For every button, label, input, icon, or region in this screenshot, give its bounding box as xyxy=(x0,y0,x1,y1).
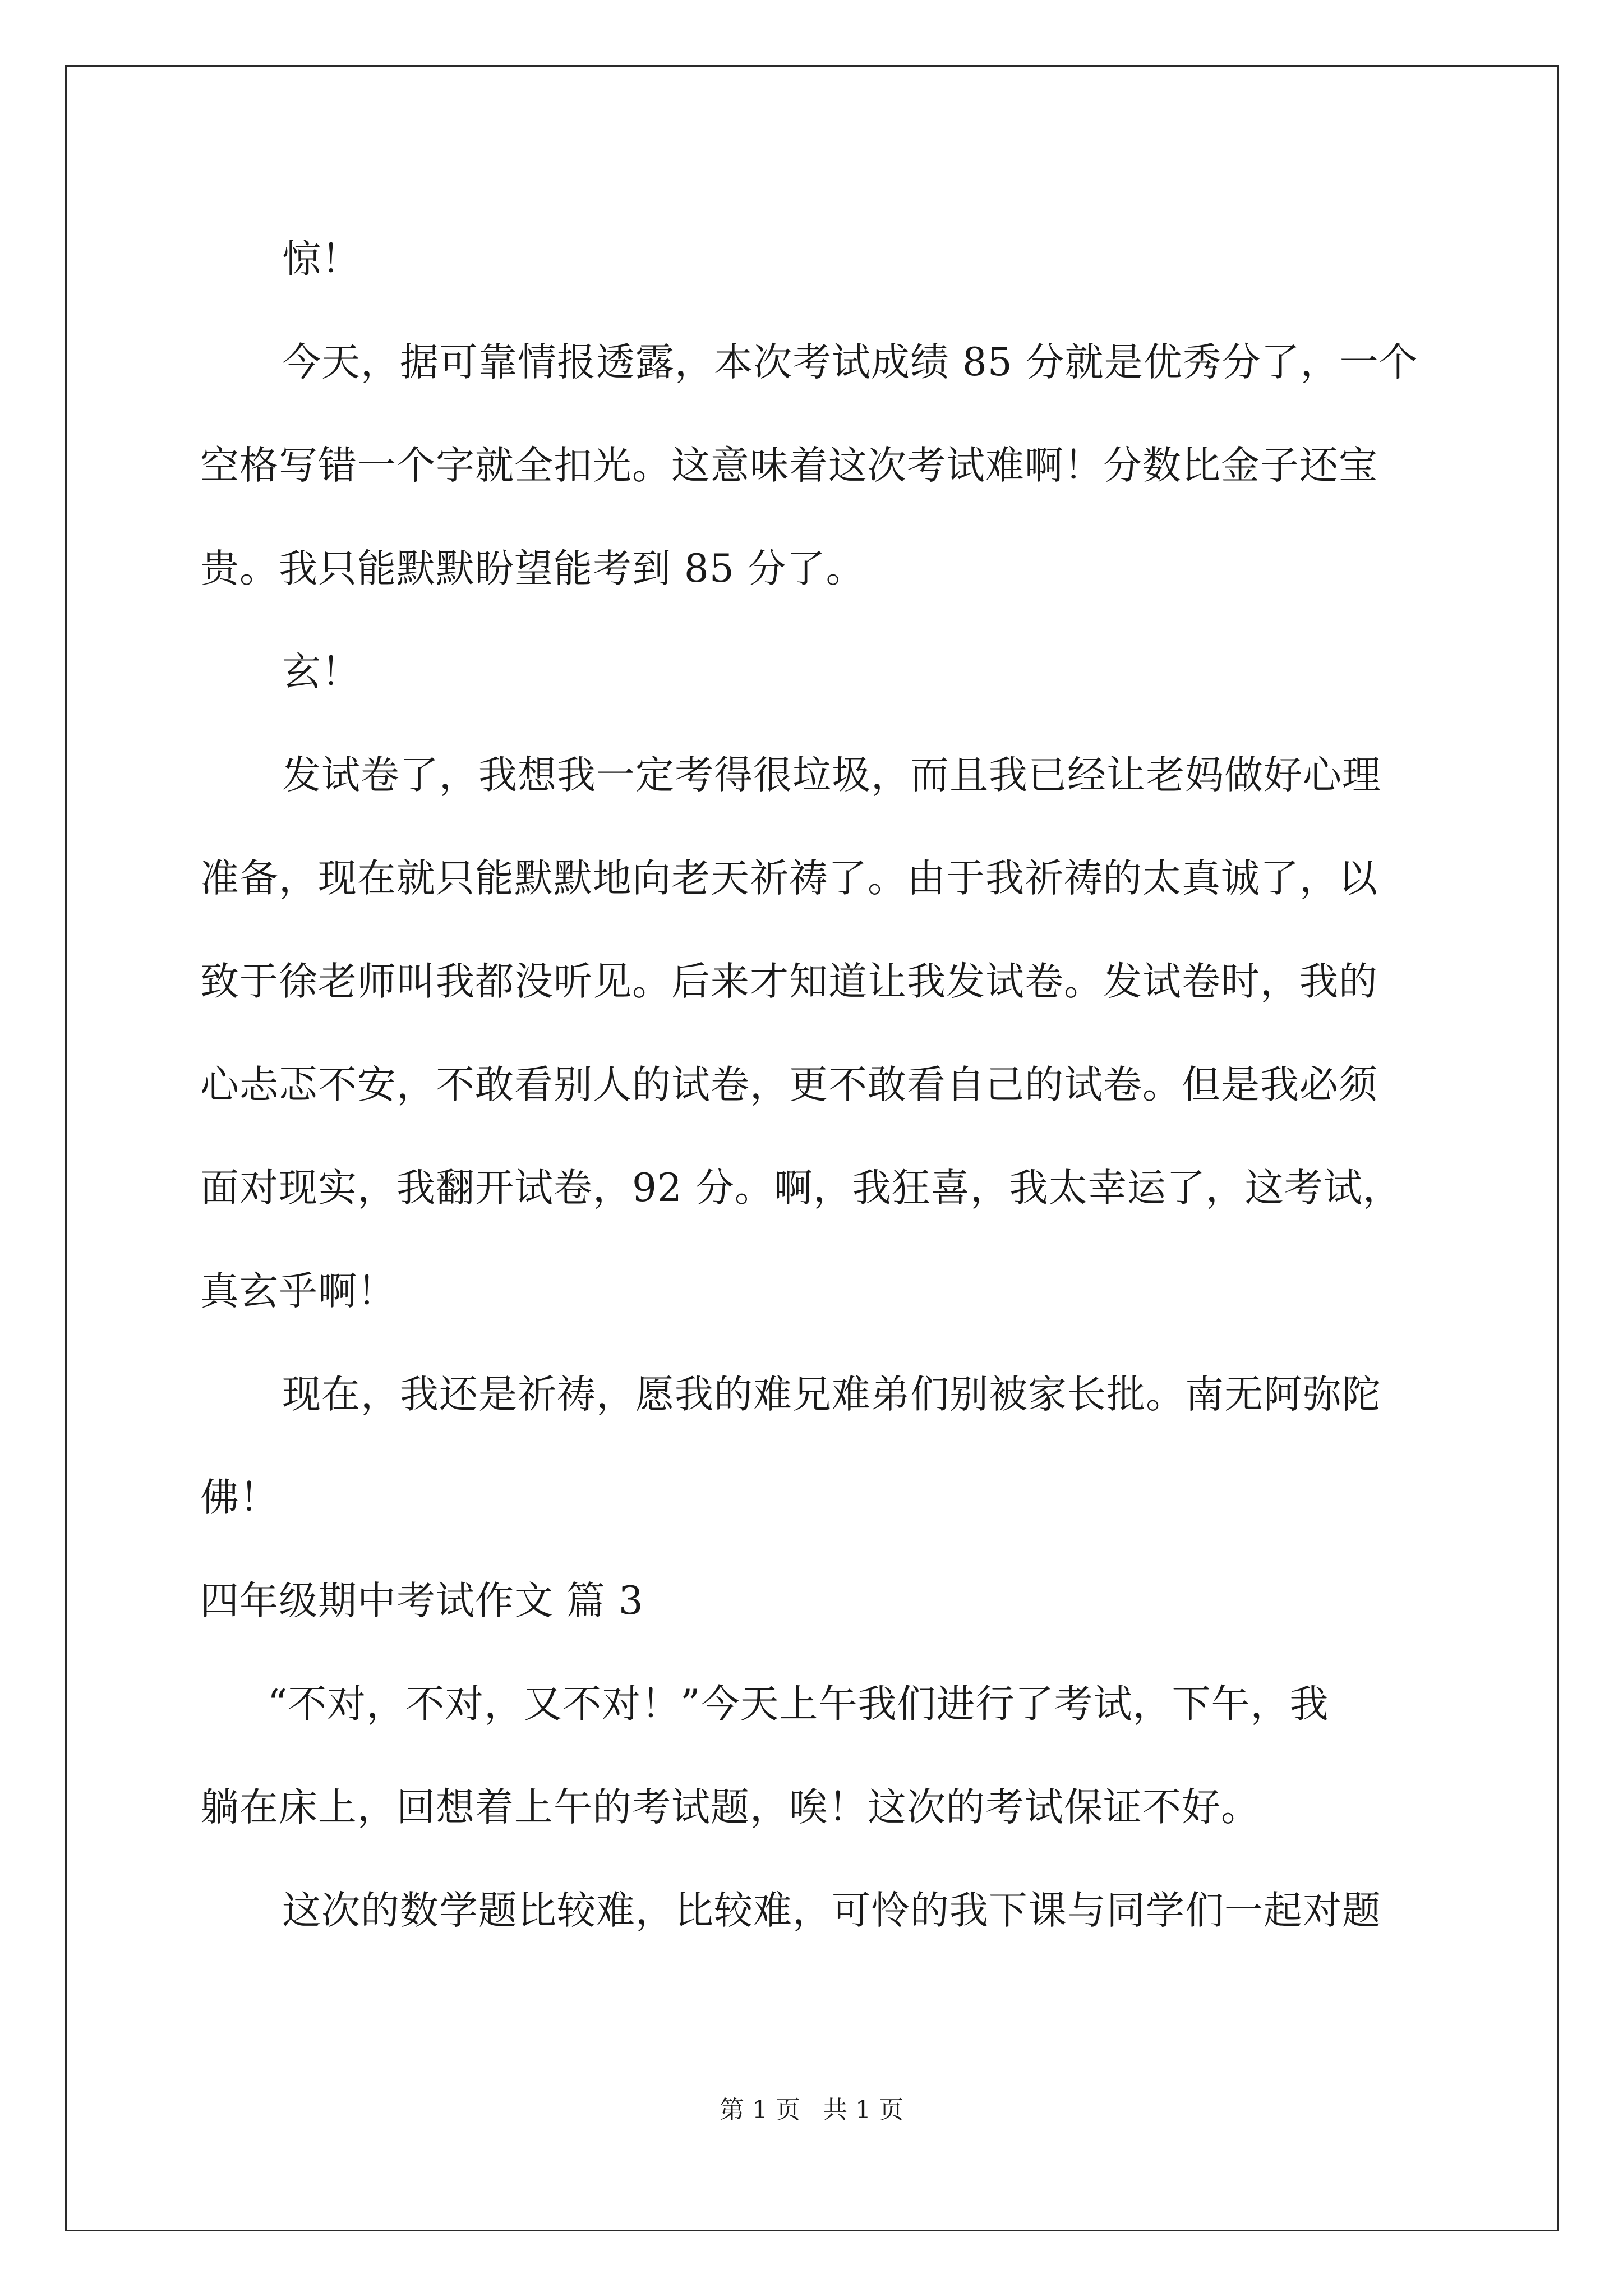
text-line: “不对，不对，又不对！”今天上午我们进行了考试，下午，我 xyxy=(268,1682,1329,1727)
text-line: 空格写错一个字就全扣光。这意味着这次考试难啊！分数比金子还宝 xyxy=(200,443,1378,488)
text-line: 这次的数学题比较难，比较难，可怜的我下课与同学们一起对题 xyxy=(282,1888,1381,1933)
text-line: 玄！ xyxy=(282,650,361,694)
text-line: 准备，现在就只能默默地向老天祈祷了。由于我祈祷的太真诚了，以 xyxy=(200,856,1378,901)
text-line: 今天，据可靠情报透露，本次考试成绩 85 分就是优秀分了，一个 xyxy=(282,340,1418,385)
text-line: 惊！ xyxy=(282,237,361,282)
section-heading: 四年级期中考试作文 篇 3 xyxy=(200,1579,644,1623)
text-line: 心忐忑不安，不敢看别人的试卷，更不敢看自己的试卷。但是我必须 xyxy=(200,1062,1378,1107)
page-total: 共 1 页 xyxy=(823,2096,903,2124)
text-line: 发试卷了，我想我一定考得很垃圾，而且我已经让老妈做好心理 xyxy=(282,753,1381,798)
page-footer xyxy=(0,2090,1623,2125)
text-line: 现在，我还是祈祷，愿我的难兄难弟们别被家长批。南无阿弥陀 xyxy=(282,1372,1381,1417)
text-line: 躺在床上，回想着上午的考试题，唉！这次的考试保证不好。 xyxy=(200,1785,1260,1830)
document-body xyxy=(200,208,1423,1962)
text-line: 佛！ xyxy=(200,1475,279,1520)
text-line: 贵。我只能默默盼望能考到 85 分了。 xyxy=(200,546,865,591)
text-line: 真玄乎啊！ xyxy=(200,1269,396,1314)
text-line: 面对现实，我翻开试卷，92 分。啊，我狂喜，我太幸运了，这考试， xyxy=(200,1166,1402,1211)
text-line: 致于徐老师叫我都没听见。后来才知道让我发试卷。发试卷时，我的 xyxy=(200,959,1378,1004)
page-number: 第 1 页 xyxy=(720,2096,800,2124)
